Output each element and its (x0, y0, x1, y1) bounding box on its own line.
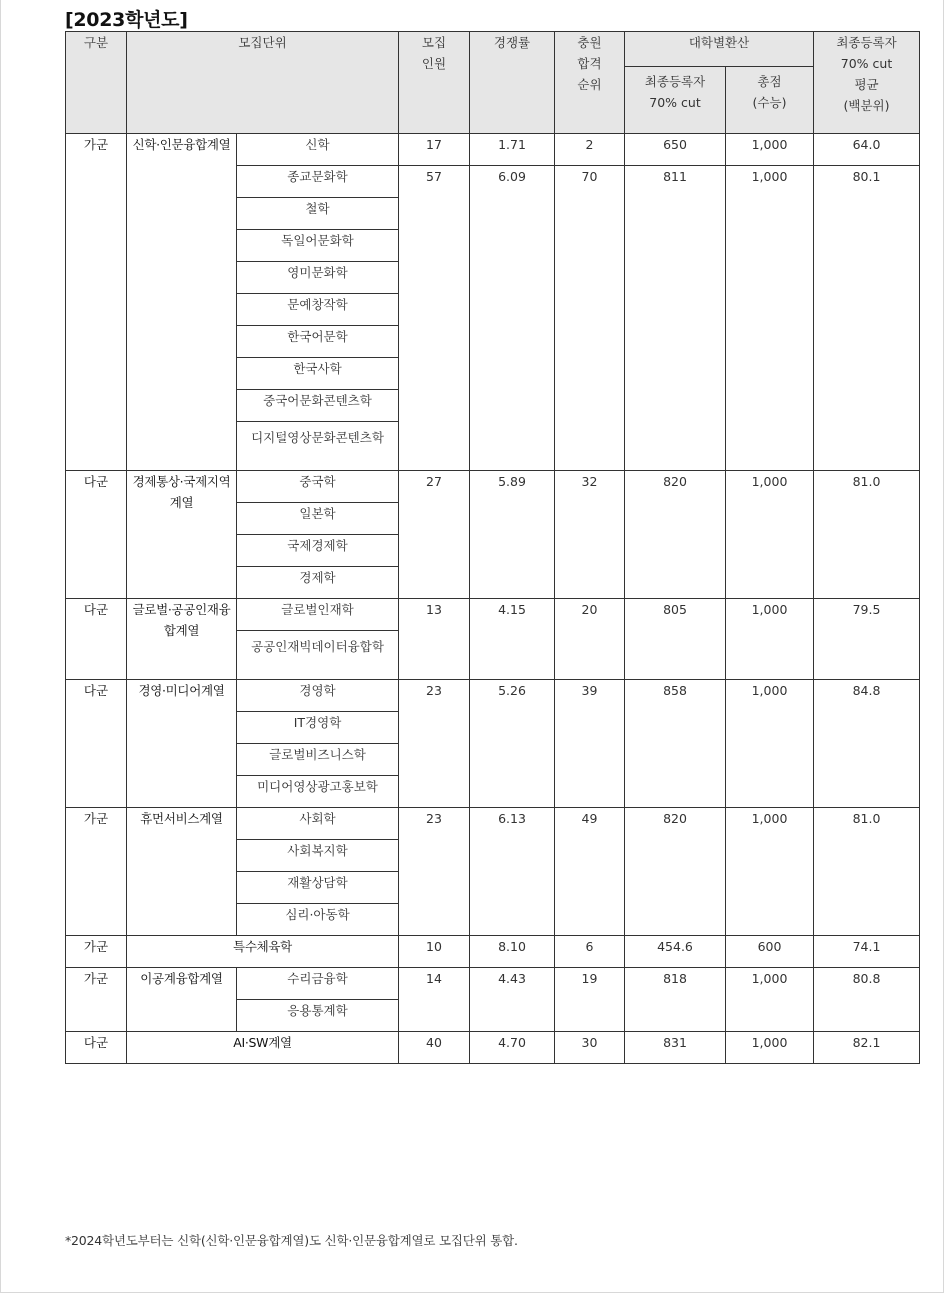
header-quota-line1: 모집 (421, 35, 447, 50)
cut-cell: 820 (625, 808, 726, 936)
competition-cell: 6.13 (470, 808, 555, 936)
category-label: 신학·인문융합계열 (127, 134, 237, 471)
rank-cell: 39 (555, 680, 625, 808)
avg-cell: 74.1 (814, 936, 920, 968)
unit-cell: 응용통계학 (237, 1000, 399, 1032)
group-label: 다군 (66, 599, 127, 680)
unit-cell: 국제경제학 (237, 535, 399, 567)
avg-cell: 64.0 (814, 134, 920, 166)
header-final (814, 32, 920, 134)
unit-cell: 문예창작학 (237, 294, 399, 326)
unit-cell: 중국학 (237, 471, 399, 503)
unit-cell: 심리·아동학 (237, 904, 399, 936)
unit-cell: 경제학 (237, 567, 399, 599)
unit-cell: 독일어문화학 (237, 230, 399, 262)
header-conversion: 대학별환산 (625, 32, 814, 67)
rank-cell: 30 (555, 1032, 625, 1064)
avg-cell: 82.1 (814, 1032, 920, 1064)
quota-cell: 14 (399, 968, 470, 1032)
header-gubun: 구분 (66, 32, 127, 134)
quota-cell: 23 (399, 808, 470, 936)
unit-cell: 한국사학 (237, 358, 399, 390)
header-competition: 경쟁률 (470, 32, 555, 134)
avg-cell: 80.1 (814, 166, 920, 471)
cut-cell: 650 (625, 134, 726, 166)
group-label: 가군 (66, 936, 127, 968)
group-label: 가군 (66, 808, 127, 936)
rank-cell: 19 (555, 968, 625, 1032)
competition-cell: 4.15 (470, 599, 555, 680)
cut-cell: 858 (625, 680, 726, 808)
unit-cell: 철학 (237, 198, 399, 230)
header-unit: 모집단위 (127, 32, 399, 134)
quota-cell: 17 (399, 134, 470, 166)
category-label: 경제통상·국제지역계열 (127, 471, 237, 599)
rank-cell: 20 (555, 599, 625, 680)
total-cell: 1,000 (726, 599, 814, 680)
header-final-line4: (백분위) (843, 98, 890, 113)
header-quota (399, 32, 470, 134)
unit-cell: 사회복지학 (237, 840, 399, 872)
avg-cell: 81.0 (814, 471, 920, 599)
group-label: 다군 (66, 680, 127, 808)
avg-cell: 80.8 (814, 968, 920, 1032)
header-final-line3: 평균 (854, 77, 879, 92)
unit-cell: 재활상담학 (237, 872, 399, 904)
group-label: 가군 (66, 968, 127, 1032)
header-rank (555, 32, 625, 134)
header-rank-line1: 충원 (577, 35, 602, 50)
unit-cell: 중국어문화콘텐츠학 (237, 390, 399, 422)
avg-cell: 81.0 (814, 808, 920, 936)
unit-cell: 글로벌인재학 (237, 599, 399, 631)
category-label: 특수체육학 (127, 936, 399, 968)
category-label: 글로벌·공공인재융합계열 (127, 599, 237, 680)
footnote: *2024학년도부터는 신학(신학·인문융합계열)도 신학·인문융합계열로 모집단위 통합. (65, 1233, 518, 1248)
unit-cell: 신학 (237, 134, 399, 166)
quota-cell: 40 (399, 1032, 470, 1064)
total-cell: 1,000 (726, 1032, 814, 1064)
category-label: 경영·미디어계열 (127, 680, 237, 808)
total-cell: 1,000 (726, 471, 814, 599)
header-total-line1: 총점 (757, 74, 782, 89)
rank-cell: 70 (555, 166, 625, 471)
total-cell: 600 (726, 936, 814, 968)
competition-cell: 6.09 (470, 166, 555, 471)
total-cell: 1,000 (726, 134, 814, 166)
total-cell: 1,000 (726, 166, 814, 471)
unit-cell: 종교문화학 (237, 166, 399, 198)
unit-cell: 글로벌비즈니스학 (237, 744, 399, 776)
header-quota-line2: 인원 (421, 56, 447, 71)
cut-cell: 805 (625, 599, 726, 680)
competition-cell: 4.70 (470, 1032, 555, 1064)
total-cell: 1,000 (726, 680, 814, 808)
header-final-line1: 최종등록자 (836, 35, 897, 50)
header-cut (625, 67, 726, 134)
group-label: 다군 (66, 1032, 127, 1064)
header-total (726, 67, 814, 134)
rank-cell: 2 (555, 134, 625, 166)
rank-cell: 49 (555, 808, 625, 936)
quota-cell: 57 (399, 166, 470, 471)
cut-cell: 818 (625, 968, 726, 1032)
rank-cell: 6 (555, 936, 625, 968)
header-rank-line3: 순위 (577, 77, 602, 92)
cut-cell: 831 (625, 1032, 726, 1064)
competition-cell: 5.26 (470, 680, 555, 808)
header-rank-line2: 합격 (577, 56, 602, 71)
unit-cell: 한국어문학 (237, 326, 399, 358)
unit-cell: 사회학 (237, 808, 399, 840)
unit-cell: 일본학 (237, 503, 399, 535)
cut-cell: 820 (625, 471, 726, 599)
unit-cell: 디지털영상문화콘텐츠학 (237, 422, 399, 471)
quota-cell: 13 (399, 599, 470, 680)
group-label: 다군 (66, 471, 127, 599)
avg-cell: 79.5 (814, 599, 920, 680)
competition-cell: 8.10 (470, 936, 555, 968)
unit-cell: 수리금융학 (237, 968, 399, 1000)
unit-cell: 영미문화학 (237, 262, 399, 294)
cut-cell: 454.6 (625, 936, 726, 968)
unit-cell: 공공인재빅데이터융합학 (237, 631, 399, 680)
cut-cell: 811 (625, 166, 726, 471)
category-label: AI·SW계열 (127, 1032, 399, 1064)
header-cut-line1: 최종등록자 (644, 74, 706, 89)
header-final-line2: 70% cut (840, 56, 893, 71)
total-cell: 1,000 (726, 808, 814, 936)
competition-cell: 4.43 (470, 968, 555, 1032)
quota-cell: 27 (399, 471, 470, 599)
admissions-results-table (65, 31, 920, 1064)
category-label: 휴먼서비스계열 (127, 808, 237, 936)
unit-cell: 경영학 (237, 680, 399, 712)
header-total-line2: (수능) (752, 95, 787, 110)
quota-cell: 23 (399, 680, 470, 808)
page-title: [2023학년도] (65, 9, 188, 31)
unit-cell: IT경영학 (237, 712, 399, 744)
unit-cell: 미디어영상광고홍보학 (237, 776, 399, 808)
rank-cell: 32 (555, 471, 625, 599)
group-label: 가군 (66, 134, 127, 471)
quota-cell: 10 (399, 936, 470, 968)
avg-cell: 84.8 (814, 680, 920, 808)
total-cell: 1,000 (726, 968, 814, 1032)
competition-cell: 1.71 (470, 134, 555, 166)
header-cut-line2: 70% cut (649, 95, 701, 110)
category-label: 이공계융합계열 (127, 968, 237, 1032)
competition-cell: 5.89 (470, 471, 555, 599)
